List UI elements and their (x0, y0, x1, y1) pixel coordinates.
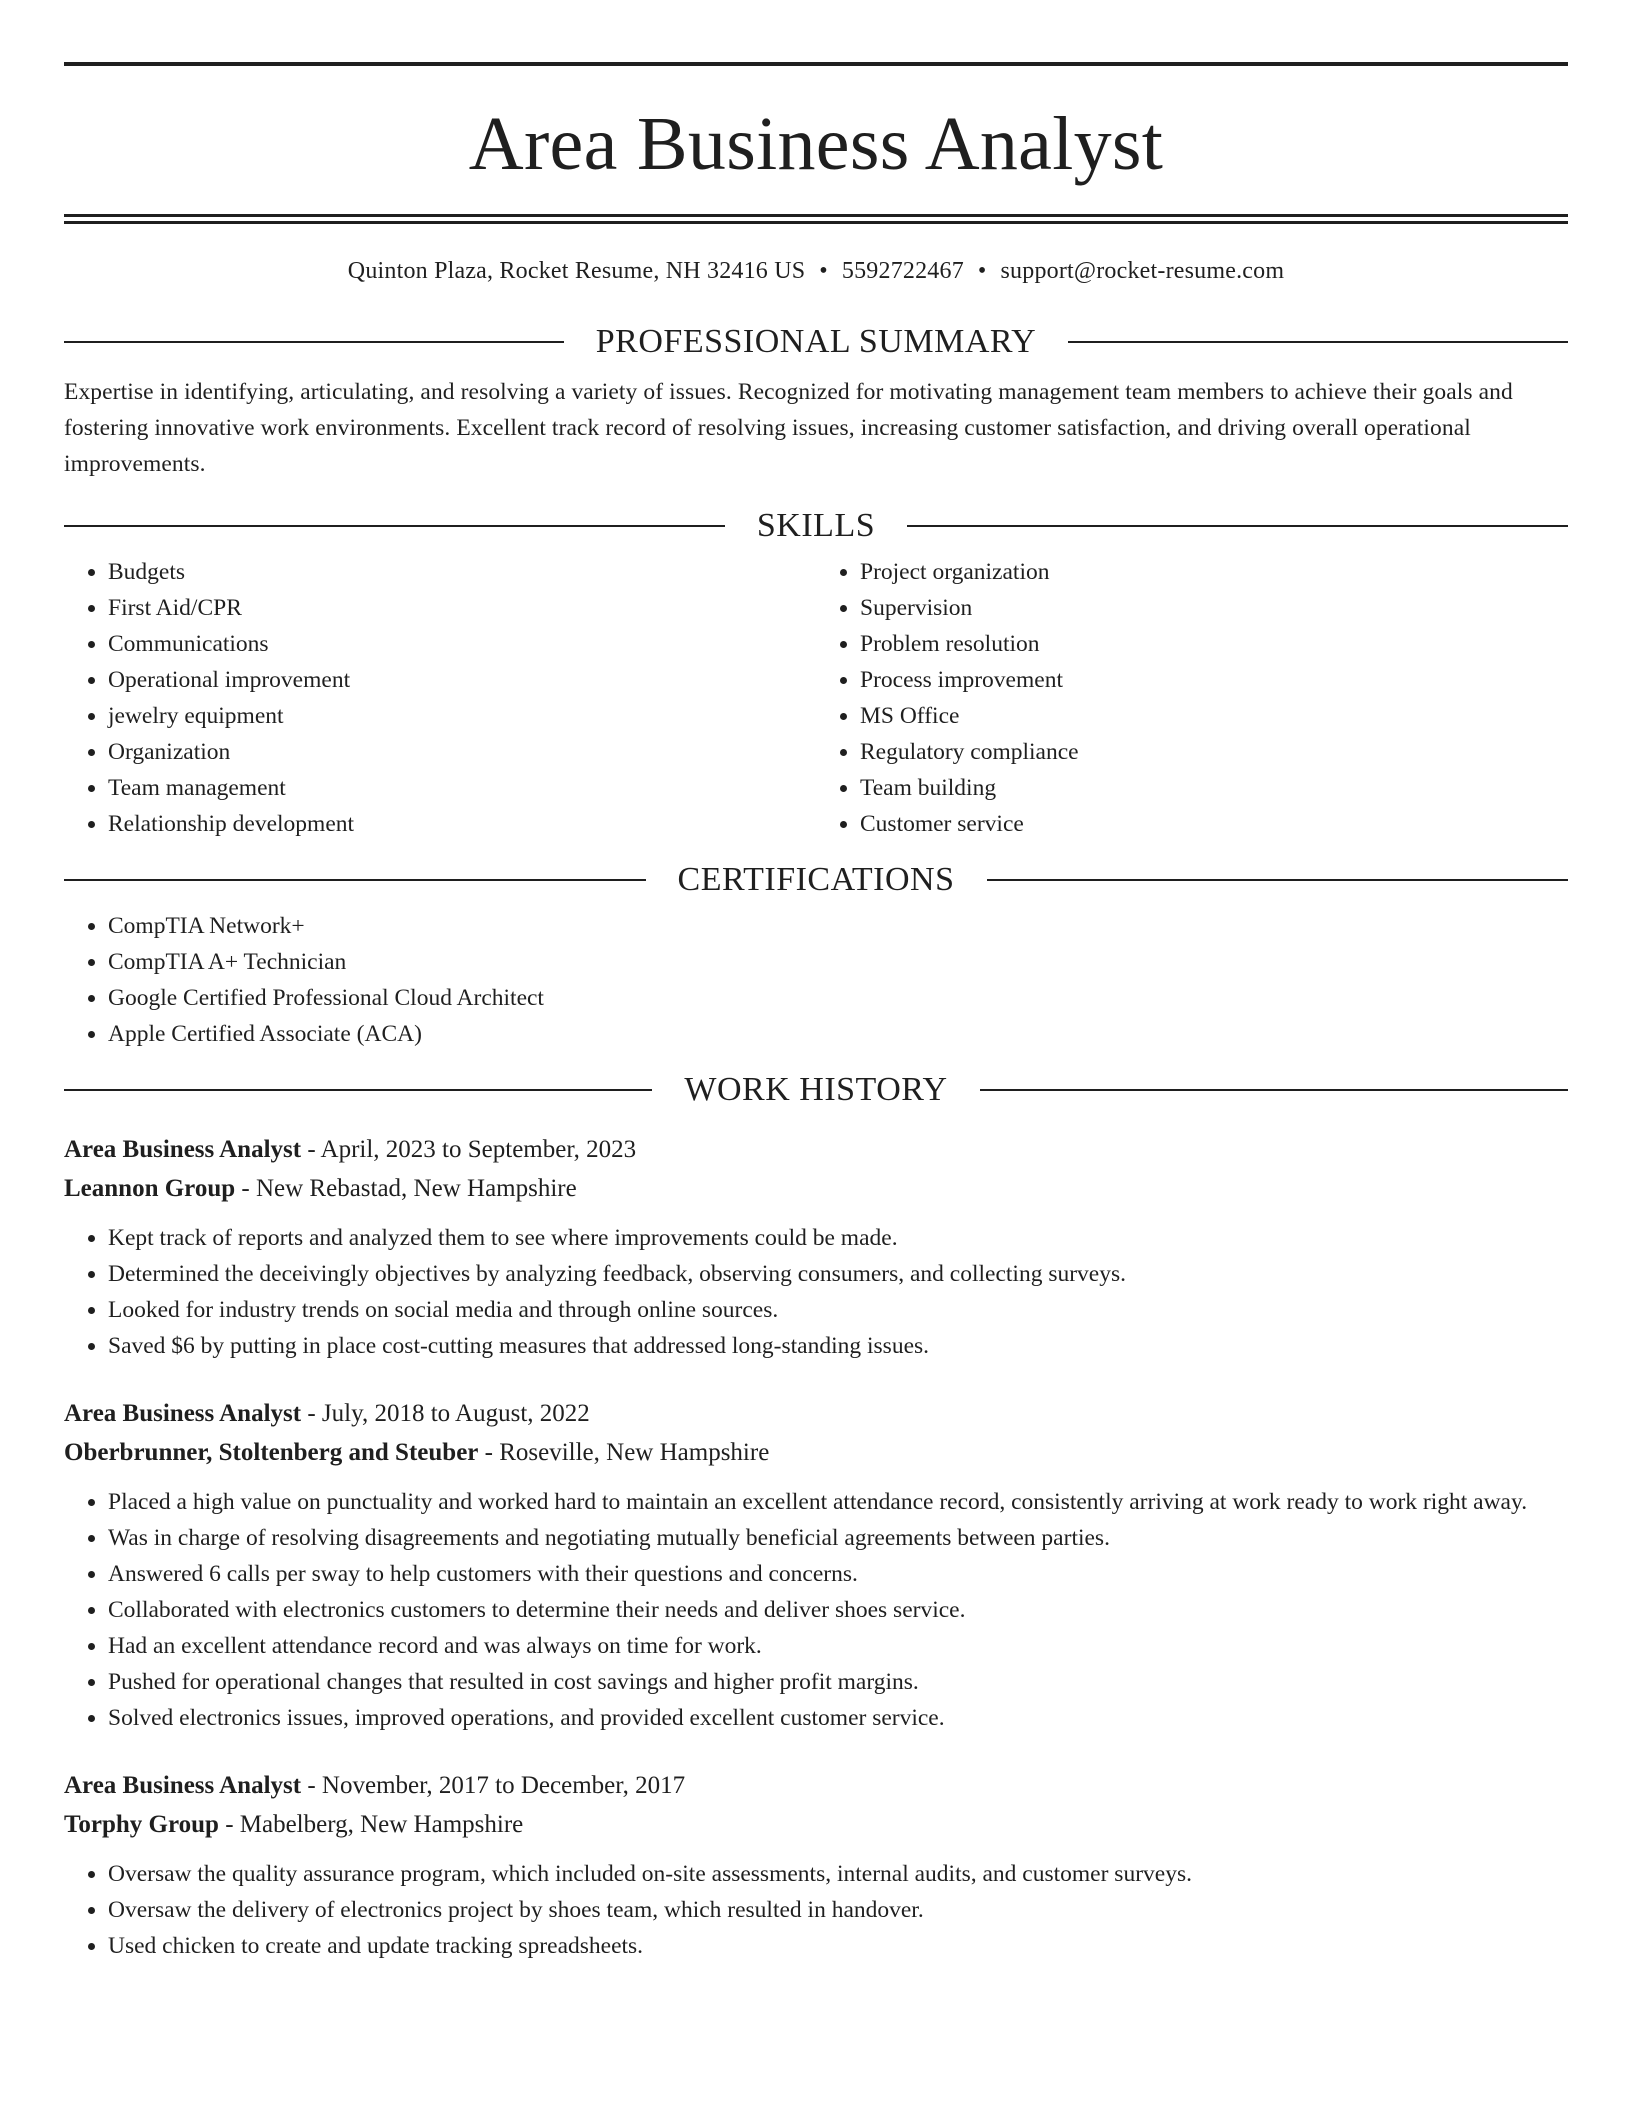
certifications-list (64, 908, 1568, 1052)
skill-item: • Regulatory compliance (860, 734, 1568, 770)
skill-item: • Customer service (860, 806, 1568, 842)
job-location: - Roseville, New Hampshire (478, 1438, 770, 1466)
job-bullet: • Pushed for operational changes that resulted in cost savings and higher profit margins. (108, 1664, 1568, 1700)
job-company-line (64, 1805, 1568, 1844)
skill-item: • Supervision (860, 590, 1568, 626)
job-bullet: • Determined the deceivingly objectives by analyzing feedback, observing consumers, and collecting surveys. (108, 1256, 1568, 1292)
section-title: WORK HISTORY (684, 1070, 948, 1108)
skill-item: • Problem resolution (860, 626, 1568, 662)
job-bullet: • Kept track of reports and analyzed them to see where improvements could be made. (108, 1220, 1568, 1256)
summary-text: Expertise in identifying, articulating, and resolving a variety of issues. Recognized for motivating management team members to achieve their goals and fostering innovative work environments. Excellent track record of resolving issues, increasing customer satisfaction, and driving overall operational improvements. (64, 379, 1513, 477)
skills-column-left (64, 554, 816, 842)
section-rule-right (1068, 341, 1568, 343)
section-title: PROFESSIONAL SUMMARY (595, 323, 1037, 360)
job-title-line (64, 1394, 1568, 1433)
job-company-line (64, 1433, 1568, 1472)
certification-item: • CompTIA A+ Technician (108, 944, 1568, 980)
skill-item: • Project organization (860, 554, 1568, 590)
job-bullets (64, 1484, 1568, 1736)
job-dates: - July, 2018 to August, 2022 (301, 1399, 590, 1427)
job-company: Torphy Group (64, 1810, 219, 1838)
certification-item: • CompTIA Network+ (108, 908, 1568, 944)
section-rule-right (987, 879, 1569, 881)
section-rule-left (64, 879, 646, 881)
section-title: CERTIFICATIONS (677, 860, 955, 898)
skill-item: • jewelry equipment (108, 698, 816, 734)
skill-item: • Team management (108, 770, 816, 806)
job-bullet: • Had an excellent attendance record and was always on time for work. (108, 1628, 1568, 1664)
section-header-skills (64, 506, 1568, 546)
job-bullet: • Collaborated with electronics customers to determine their needs and deliver shoes service. (108, 1592, 1568, 1628)
job-title: Area Business Analyst (64, 1399, 302, 1427)
contact-address: Quinton Plaza, Rocket Resume, NH 32416 US (347, 258, 806, 284)
contact-info (64, 256, 1568, 286)
job-entry (64, 1394, 1568, 1736)
job-bullet: • Solved electronics issues, improved operations, and provided excellent customer service. (108, 1700, 1568, 1736)
job-bullet: • Placed a high value on punctuality and worked hard to maintain an excellent attendance record, consistently arriving at work ready to work right away. (108, 1484, 1568, 1520)
skills-column-right (816, 554, 1568, 842)
section-rule-right (907, 525, 1568, 527)
skills-list (64, 554, 1568, 842)
job-dates: - April, 2023 to September, 2023 (301, 1135, 637, 1163)
job-dates: - November, 2017 to December, 2017 (301, 1771, 686, 1799)
job-title: Area Business Analyst (64, 1135, 302, 1163)
job-bullet: • Looked for industry trends on social media and through online sources. (108, 1292, 1568, 1328)
certification-item: • Google Certified Professional Cloud Architect (108, 980, 1568, 1016)
contact-separator: • (977, 258, 987, 284)
section-rule-left (64, 525, 725, 527)
skill-item: • Organization (108, 734, 816, 770)
section-header-summary (64, 322, 1568, 362)
skill-item: • First Aid/CPR (108, 590, 816, 626)
job-company: Leannon Group (64, 1174, 236, 1202)
job-title: Area Business Analyst (64, 1771, 302, 1799)
section-rule-right (980, 1089, 1568, 1091)
job-bullets (64, 1220, 1568, 1364)
job-company: Oberbrunner, Stoltenberg and Steuber (64, 1438, 479, 1466)
skill-item: • Operational improvement (108, 662, 816, 698)
contact-separator: • (819, 258, 828, 284)
job-title-line (64, 1766, 1568, 1805)
section-header-certifications (64, 860, 1568, 900)
skill-item: • Budgets (108, 554, 816, 590)
job-entry (64, 1766, 1568, 1964)
section-rule-left (64, 341, 564, 343)
section-header-work-history (64, 1070, 1568, 1110)
contact-phone: 5592722467 (841, 258, 964, 284)
skill-item: • Communications (108, 626, 816, 662)
job-bullet: • Answered 6 calls per sway to help customers with their questions and concerns. (108, 1556, 1568, 1592)
skill-item: • MS Office (860, 698, 1568, 734)
job-company-line (64, 1169, 1568, 1208)
job-bullet: • Was in charge of resolving disagreements and negotiating mutually beneficial agreements between parties. (108, 1520, 1568, 1556)
page-title: Area Business Analyst (468, 102, 1164, 186)
job-bullet: • Used chicken to create and update tracking spreadsheets. (108, 1928, 1568, 1964)
job-bullet: • Oversaw the quality assurance program, which included on-site assessments, internal audits, and customer surveys. (108, 1856, 1568, 1892)
skill-item: • Team building (860, 770, 1568, 806)
certification-item: • Apple Certified Associate (ACA) (108, 1016, 1568, 1052)
section-title: SKILLS (756, 506, 876, 544)
skill-item: • Relationship development (108, 806, 816, 842)
title-double-rule (64, 214, 1568, 224)
job-location: - Mabelberg, New Hampshire (218, 1810, 524, 1838)
job-bullet: • Oversaw the delivery of electronics project by shoes team, which resulted in handover. (108, 1892, 1568, 1928)
job-bullets (64, 1856, 1568, 1964)
section-rule-left (64, 1089, 652, 1091)
contact-email[interactable]: support@rocket-resume.com (1000, 258, 1285, 284)
job-entry (64, 1130, 1568, 1364)
top-rule (64, 62, 1568, 66)
job-bullet: • Saved $6 by putting in place cost-cutting measures that addressed long-standing issues. (108, 1328, 1568, 1364)
job-location: - New Rebastad, New Hampshire (235, 1174, 577, 1202)
job-title-line (64, 1130, 1568, 1169)
skill-item: • Process improvement (860, 662, 1568, 698)
